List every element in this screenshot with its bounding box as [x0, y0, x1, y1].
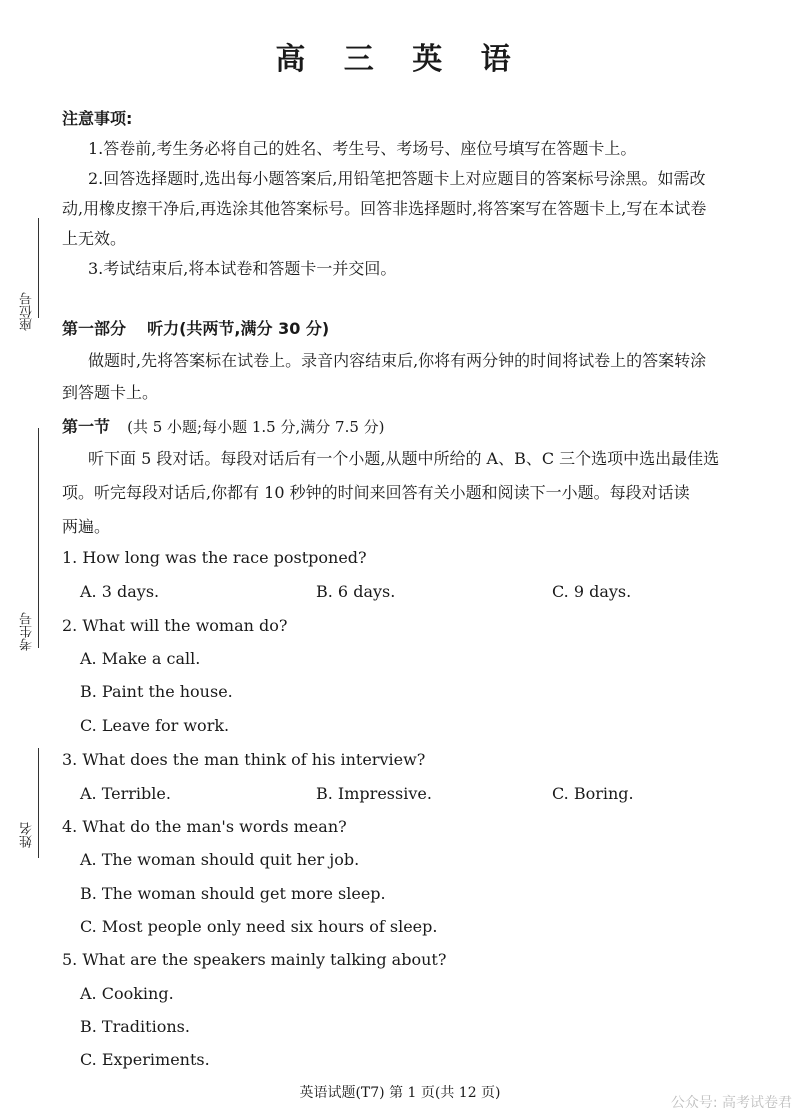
- section1-intro-line-1: 听下面 5 段对话。每段对话后有一个小题,从题中所给的 A、B、C 三个选项中选出最佳选: [88, 449, 720, 468]
- question-3-option-b[interactable]: B. Impressive.: [316, 784, 432, 803]
- question-2-option-b[interactable]: B. Paint the house.: [80, 682, 233, 701]
- question-4-option-c[interactable]: C. Most people only need six hours of sleep.: [80, 917, 438, 936]
- question-3-option-c[interactable]: C. Boring.: [552, 784, 634, 803]
- part1-heading: 第一部分: [62, 319, 127, 338]
- section1-heading-row: [62, 414, 385, 437]
- question-1-option-a[interactable]: A. 3 days.: [80, 582, 160, 601]
- question-5: 5. What are the speakers mainly talking about?: [62, 950, 447, 969]
- notice-item-2-line-3: 上无效。: [62, 229, 127, 248]
- notice-item-1: 1.答卷前,考生务必将自己的姓名、考生号、考场号、座位号填写在答题卡上。: [88, 139, 637, 158]
- seat-number-line: [38, 218, 39, 318]
- exam-number-line: [38, 428, 39, 648]
- question-5-option-a[interactable]: A. Cooking.: [80, 984, 174, 1003]
- question-5-option-b[interactable]: B. Traditions.: [80, 1017, 190, 1036]
- name-line: [38, 748, 39, 858]
- section1-intro-line-2: 项。听完每段对话后,你都有 10 秒钟的时间来回答有关小题和阅读下一小题。每段对话读: [62, 483, 690, 502]
- page-title: 高 三 英 语: [275, 42, 525, 77]
- exam-number-label: 考生号: [20, 612, 35, 651]
- question-3: 3. What does the man think of his interview?: [62, 750, 426, 769]
- question-4-option-b[interactable]: B. The woman should get more sleep.: [80, 884, 386, 903]
- notice-item-3: 3.考试结束后,将本试卷和答题卡一并交回。: [88, 259, 397, 278]
- question-1-option-b[interactable]: B. 6 days.: [316, 582, 396, 601]
- name-label: 姓名: [20, 822, 35, 848]
- part1-intro-line-1: 做题时,先将答案标在试卷上。录音内容结束后,你将有两分钟的时间将试卷上的答案转涂: [88, 351, 707, 370]
- question-2-option-a[interactable]: A. Make a call.: [80, 649, 201, 668]
- notice-item-2-line-1: 2.回答选择题时,选出每小题答案后,用铅笔把答题卡上对应题目的答案标号涂黑。如需改: [88, 169, 706, 188]
- part1-heading-row: [62, 316, 329, 339]
- watermark: 公众号: 高考试卷君: [670, 1095, 792, 1111]
- notice-heading: 注意事项:: [62, 109, 133, 128]
- notice-item-2-line-2: 动,用橡皮擦干净后,再选涂其他答案标号。回答非选择题时,将答案写在答题卡上,写在本试卷: [62, 199, 707, 218]
- question-1-option-c[interactable]: C. 9 days.: [552, 582, 632, 601]
- section1-heading: 第一节: [62, 417, 111, 436]
- question-5-option-c[interactable]: C. Experiments.: [80, 1050, 210, 1069]
- question-1: 1. How long was the race postponed?: [62, 548, 367, 567]
- page-footer: 英语试题(T7) 第 1 页(共 12 页): [299, 1085, 501, 1101]
- question-4-option-a[interactable]: A. The woman should quit her job.: [80, 850, 360, 869]
- section1-intro-line-3: 两遍。: [62, 517, 111, 536]
- section1-heading-sub: (共 5 小题;每小题 1.5 分,满分 7.5 分): [127, 418, 385, 436]
- part1-heading-sub: 听力(共两节,满分 30 分): [147, 319, 330, 338]
- question-2-option-c[interactable]: C. Leave for work.: [80, 716, 230, 735]
- part1-intro-line-2: 到答题卡上。: [62, 383, 159, 402]
- question-4: 4. What do the man's words mean?: [62, 817, 347, 836]
- question-3-option-a[interactable]: A. Terrible.: [80, 784, 171, 803]
- seat-number-label: 座位号: [20, 292, 35, 331]
- question-2: 2. What will the woman do?: [62, 616, 288, 635]
